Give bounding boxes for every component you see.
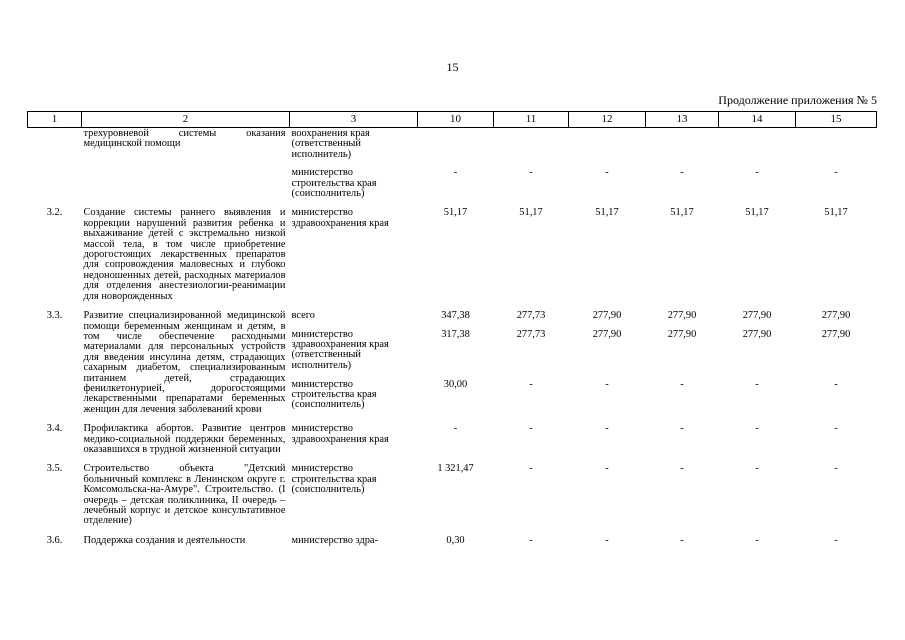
executor-name: министерство строительства края (соисполнитель) <box>291 463 377 496</box>
funding-value: - <box>605 534 609 546</box>
funding-value-cell <box>719 310 796 423</box>
funding-value: 277,90 <box>592 328 622 340</box>
row-number: 3.2. <box>46 207 63 219</box>
funding-value <box>418 129 494 160</box>
funding-value: 0,30 <box>446 534 465 546</box>
funding-value: - <box>605 423 609 435</box>
column-header: 3 <box>290 112 418 128</box>
table-body <box>28 128 877 555</box>
funding-value: - <box>834 534 838 546</box>
column-header: 13 <box>646 112 719 128</box>
funding-value-cell <box>796 423 877 463</box>
funding-value: - <box>680 534 684 546</box>
executor-name: министерство строительства края (соисполнитель) <box>291 378 377 411</box>
funding-value-cell <box>418 128 494 208</box>
funding-value: 277,90 <box>742 328 772 340</box>
funding-value: 277,73 <box>516 310 546 322</box>
funding-value: - <box>605 378 609 390</box>
funding-value: - <box>529 378 533 390</box>
executor-name: министерство здравоохранения края <box>291 423 389 445</box>
executor-cell <box>290 310 418 423</box>
funding-value <box>646 129 719 160</box>
funding-value-cell <box>569 128 646 208</box>
funding-value: - <box>680 463 684 475</box>
funding-value-cell <box>646 423 719 463</box>
table-header <box>28 112 877 128</box>
funding-value-cell <box>418 463 494 534</box>
table-row <box>28 207 877 310</box>
funding-value: - <box>834 167 838 178</box>
column-header: 2 <box>82 112 290 128</box>
funding-value-cell <box>646 128 719 208</box>
funding-value-cell <box>796 463 877 534</box>
funding-value: 277,73 <box>516 328 546 340</box>
funding-value: - <box>755 167 759 178</box>
funding-value: - <box>453 423 458 435</box>
funding-value: 30,00 <box>443 378 468 390</box>
funding-value: 51,17 <box>443 207 468 219</box>
table-row <box>28 463 877 534</box>
funding-value <box>494 129 569 160</box>
column-header: 11 <box>494 112 569 128</box>
funding-value-cell <box>418 423 494 463</box>
funding-value <box>719 129 796 160</box>
funding-value-cell <box>646 463 719 534</box>
funding-value-cell <box>569 207 646 310</box>
table-row <box>28 423 877 463</box>
funding-value-cell <box>719 207 796 310</box>
column-header: 1 <box>28 112 82 128</box>
funding-value: - <box>755 463 759 475</box>
funding-value: 51,17 <box>595 207 619 219</box>
funding-value: 347,38 <box>441 310 470 322</box>
funding-value-cell <box>494 128 569 208</box>
funding-value-cell <box>494 310 569 423</box>
funding-value-cell <box>796 310 877 423</box>
funding-value: 51,17 <box>670 207 694 219</box>
funding-value: 277,90 <box>821 310 851 322</box>
executor-name: воохранения края (ответственный исполнитель) <box>291 128 370 160</box>
row-number: 3.3. <box>46 310 63 322</box>
funding-table <box>27 111 877 554</box>
funding-value: - <box>605 167 609 178</box>
funding-value: 51,17 <box>519 207 543 219</box>
executor-name: министерство здравоохранения края (ответственный исполнитель) <box>291 328 389 371</box>
column-header: 15 <box>796 112 877 128</box>
funding-value: - <box>529 423 533 435</box>
funding-value-cell <box>569 310 646 423</box>
funding-value: 277,90 <box>592 310 622 322</box>
page-number: 15 <box>446 60 459 74</box>
column-header: 12 <box>569 112 646 128</box>
row-number: 3.6. <box>46 534 63 546</box>
funding-value-cell <box>569 535 646 554</box>
funding-value: 51,17 <box>824 207 848 219</box>
funding-value-cell <box>719 463 796 534</box>
funding-value: - <box>680 378 684 390</box>
executor-name: всего <box>291 310 315 322</box>
measure-name: Профилактика абортов. Развитие центров медико-социальной поддержки беременных, оказавшихся в трудной жизненной ситуации <box>83 423 286 455</box>
measure-name: Развитие специализированной медицинской помощи беременным женщинам и детям, в том числе обеспечение расходными материалами для персональных устройств для введения инсулина детям, страдающих сахарным диабетом, специализированным питанием детей, страдающих фенилкетонурией, дорогостоящими лекарственными препаратами беременных женщин для лечения заболеваний крови <box>83 310 286 415</box>
measure-name: Поддержка создания и деятельности <box>83 534 246 546</box>
funding-value: - <box>755 378 759 390</box>
funding-value-cell <box>646 535 719 554</box>
row-number: 3.4. <box>46 423 63 435</box>
row-number <box>28 128 82 208</box>
funding-value: - <box>755 534 759 546</box>
funding-value-cell <box>418 535 494 554</box>
funding-value-cell <box>418 207 494 310</box>
funding-value-cell <box>646 207 719 310</box>
funding-value: 277,90 <box>667 310 697 322</box>
executor-cell <box>290 535 418 554</box>
funding-value-cell <box>796 128 877 208</box>
funding-value-cell <box>494 207 569 310</box>
funding-value: - <box>834 423 838 435</box>
measure-name: трехуровневой системы оказания медицинской помощи <box>83 128 286 150</box>
funding-value-cell <box>418 310 494 423</box>
table-row <box>28 310 877 423</box>
column-header: 10 <box>418 112 494 128</box>
column-header: 14 <box>719 112 796 128</box>
table-row <box>28 128 877 208</box>
executor-cell <box>290 128 418 208</box>
table-row <box>28 535 877 554</box>
funding-value: - <box>605 463 609 475</box>
funding-value-cell <box>646 310 719 423</box>
funding-value-cell <box>494 463 569 534</box>
funding-value: - <box>680 423 684 435</box>
funding-value: - <box>529 534 533 546</box>
funding-value-cell <box>719 128 796 208</box>
funding-value-cell <box>796 535 877 554</box>
measure-name: Строительство объекта "Детский больничный комплекс в Ленинском округе г. Комсомольска-на-Амуре". Строительство. (I очередь – детская поликлиника, II очередь – лечебный корпус и детское консультативное отделение) <box>83 463 286 527</box>
funding-value: - <box>453 167 458 178</box>
funding-value-cell <box>719 535 796 554</box>
funding-value-cell <box>494 423 569 463</box>
executor-cell <box>290 463 418 534</box>
funding-value: - <box>834 378 838 390</box>
funding-value-cell <box>569 463 646 534</box>
executor-name: министерство здравоохранения края <box>291 207 389 229</box>
funding-value: 277,90 <box>667 328 697 340</box>
funding-value <box>569 129 646 160</box>
row-number: 3.5. <box>46 463 63 475</box>
executor-cell <box>290 423 418 463</box>
funding-value-cell <box>719 423 796 463</box>
funding-value: - <box>529 167 533 178</box>
funding-value: 51,17 <box>745 207 769 219</box>
funding-value: 1 321,47 <box>437 463 474 475</box>
executor-cell <box>290 207 418 310</box>
funding-value-cell <box>569 423 646 463</box>
funding-value-cell <box>796 207 877 310</box>
funding-value: - <box>834 463 838 475</box>
funding-value: - <box>529 463 533 475</box>
funding-value: - <box>755 423 759 435</box>
funding-value-cell <box>494 535 569 554</box>
funding-value: 317,38 <box>441 328 470 340</box>
funding-value: - <box>680 167 684 178</box>
appendix-continuation-label: Продолжение приложения № 5 <box>718 93 877 107</box>
executor-name: министерство здра- <box>291 534 378 546</box>
funding-value <box>796 129 877 160</box>
funding-value: 277,90 <box>742 310 772 322</box>
measure-name: Создание системы раннего выявления и коррекции нарушений развития ребенка и выхаживание детей с экстремально низкой массой тела, в том числе приобретение дорогостоящих лекарственных препаратов для сопровождения маловесных и глубоко недоношенных детей, расходных материалов для отделения анестезиологии-реанимации для новорожденных <box>83 207 286 302</box>
funding-value: 277,90 <box>821 328 851 340</box>
executor-name: министерство строительства края (соисполнитель) <box>291 167 377 200</box>
